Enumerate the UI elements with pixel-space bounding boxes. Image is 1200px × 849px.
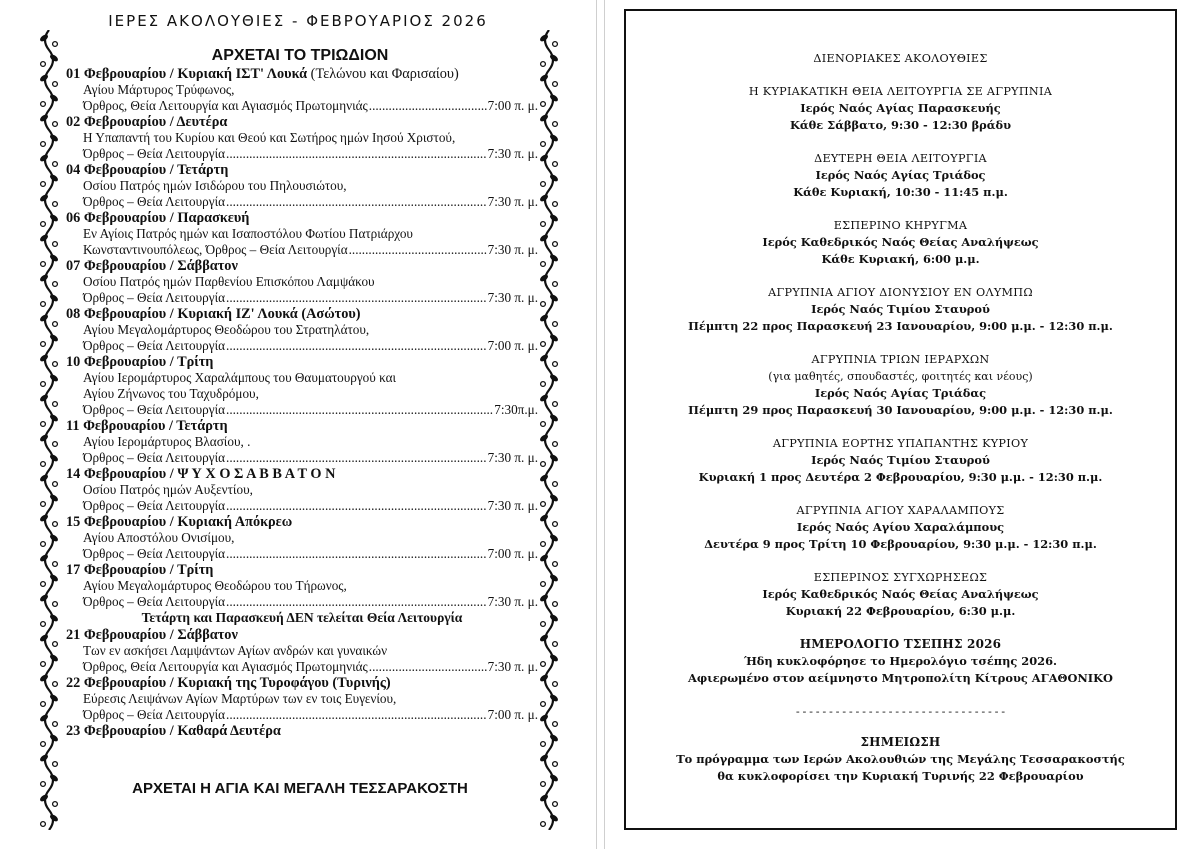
section-line: Ιερός Ναός Τιμίου Σταυρού: [811, 302, 990, 316]
section-line: Κάθε Σάββατο, 9:30 - 12:30 βράδυ: [790, 118, 1011, 132]
entry-feast-note: (Τελώνου και Φαρισαίου): [307, 66, 459, 82]
section-line: Δευτέρα 9 προς Τρίτη 10 Φεβρουαρίου, 9:30 μ.μ. - 12:30 π.μ.: [704, 537, 1097, 551]
service-line: [66, 659, 538, 675]
page-header: ΙΕΡΕΣ ΑΚΟΛΟΥΘΙΕΣ - ΦΕΒΡΟΥΑΡΙΟΣ 2026: [108, 12, 488, 30]
entry-date-day: 04 Φεβρουαρίου / Τετάρτη: [66, 162, 229, 178]
entry-date-day: 21 Φεβρουαρίου / Σάββατον: [66, 627, 238, 643]
lent-title: ΑΡΧΕΤΑΙ Η ΑΓΙΑ ΚΑΙ ΜΕΓΑΛΗ ΤΕΣΣΑΡΑΚΟΣΤΗ: [132, 780, 468, 797]
service-line: [66, 450, 538, 466]
section-heading: ΑΓΡΥΠΝΙΑ ΑΓΙΟΥ ΔΙΟΝΥΣΙΟΥ ΕΝ ΟΛΥΜΠΩ: [768, 286, 1033, 299]
section-line: Ιερός Καθεδρικός Ναός Θείας Αναλήψεως: [762, 235, 1039, 249]
entry-heading: [66, 114, 538, 130]
no-liturgy-note: Τετάρτη και Παρασκευή ΔΕΝ τελείται Θεία Λειτουργία: [141, 610, 463, 625]
calendar-line: Αφιερωμένο στον αείμνηστο Μητροπολίτη Κίτρους ΑΓΑΘΟΝΙΚΟ: [688, 671, 1113, 685]
service-time: 7:30 π. μ.: [487, 242, 538, 257]
dot-leader: [226, 338, 487, 354]
entry-date-day: 02 Φεβρουαρίου / Δευτέρα: [66, 114, 228, 130]
left-vine-ornament: [38, 30, 60, 830]
dot-leader: [369, 659, 487, 675]
service-line: [66, 707, 538, 723]
service-time: 7:00 π. μ.: [487, 707, 538, 722]
service-line: [66, 546, 538, 562]
entry-date-day: 14 Φεβρουαρίου / Ψ Υ Χ Ο Σ Α Β Β Α Τ Ο Ν: [66, 466, 336, 482]
entry-heading: [66, 418, 538, 434]
service-section: [626, 150, 1175, 201]
service-line: [66, 290, 538, 306]
entry-heading: [66, 306, 538, 322]
schedule-entry: [66, 562, 538, 610]
service-line: [66, 498, 538, 514]
section-line: Πέμπτη 29 προς Παρασκευή 30 Ιανουαρίου, 9:00 μ.μ. - 12:30 π.μ.: [688, 403, 1113, 417]
entry-heading: [66, 627, 538, 643]
service-time: 7:30 π. μ.: [487, 194, 538, 209]
saint-line: Οσίου Πατρός ημών Αυξεντίου,: [83, 482, 253, 497]
entry-date-day: 15 Φεβρουαρίου / Κυριακή Απόκρεω: [66, 514, 293, 530]
dot-leader: [226, 146, 487, 162]
entry-heading: [66, 162, 538, 178]
service-line: [66, 242, 538, 258]
service-section: [626, 351, 1175, 419]
section-heading: Η ΚΥΡΙΑΚΑΤΙΚΗ ΘΕΙΑ ΛΕΙΤΟΥΡΓΙΑ ΣΕ ΑΓΡΥΠΝΙΑ: [748, 85, 1053, 98]
section-heading: ΕΣΠΕΡΙΝΟ ΚΗΡΥΓΜΑ: [833, 219, 968, 232]
saint-line: Οσίου Πατρός ημών Παρθενίου Επισκόπου Λαμψάκου: [83, 274, 375, 289]
section-line: Ιερός Ναός Αγίας Τριάδος: [815, 168, 986, 182]
saint-line: Αγίου Μεγαλομάρτυρος Θεοδώρου του Τήρωνος,: [83, 578, 347, 593]
section-line: Ιερός Καθεδρικός Ναός Θείας Αναλήψεως: [762, 587, 1039, 601]
service-time: 7:00 π. μ.: [487, 338, 538, 353]
triodion-title: ΑΡΧΕΤΑΙ ΤΟ ΤΡΙΩΔΙΟΝ: [211, 47, 389, 64]
dot-leader: [226, 498, 487, 514]
entry-date-day: 10 Φεβρουαρίου / Τρίτη: [66, 354, 214, 370]
dot-leader: [226, 546, 487, 562]
service-name: Όρθρος – Θεία Λειτουργία: [83, 290, 226, 305]
note-line: θα κυκλοφορίσει την Κυριακή Τυρινής 22 Φεβρουαρίου: [717, 769, 1084, 783]
section-line: Κυριακή 1 προς Δευτέρα 2 Φεβρουαρίου, 9:30 μ.μ. - 12:30 π.μ.: [698, 470, 1103, 484]
interparish-services: [626, 50, 1175, 801]
schedule-entry: [66, 258, 538, 306]
section-line: Ιερός Ναός Αγίας Παρασκευής: [800, 101, 1001, 115]
service-name: Όρθρος – Θεία Λειτουργία: [83, 338, 226, 353]
dot-leader: [226, 450, 487, 466]
saint-line: Η Υπαπαντή του Κυρίου και Θεού και Σωτήρος ημών Ιησού Χριστού,: [83, 130, 456, 145]
entry-date-day: 22 Φεβρουαρίου / Κυριακή της Τυροφάγου (Τυρινής): [66, 675, 391, 691]
service-line: [66, 594, 538, 610]
schedule-entry: [66, 66, 538, 114]
section-line: (για μαθητές, σπουδαστές, φοιτητές και νέους): [768, 370, 1033, 383]
schedule-list: [66, 66, 538, 739]
entry-date-day: 11 Φεβρουαρίου / Τετάρτη: [66, 418, 228, 434]
service-section: [626, 502, 1175, 553]
schedule-entry: [66, 627, 538, 675]
service-section: [626, 435, 1175, 486]
entry-heading: [66, 354, 538, 370]
service-time: 7:30 π. μ.: [487, 594, 538, 609]
service-time: 7:30 π. μ.: [487, 290, 538, 305]
saint-line: Εύρεσις Λειψάνων Αγίων Μαρτύρων των εν τοις Ευγενίου,: [83, 691, 397, 706]
service-name: Όρθρος – Θεία Λειτουργία: [83, 402, 226, 417]
entry-heading: [66, 258, 538, 274]
saint-line: Αγίου Αποστόλου Ονισίμου,: [83, 530, 235, 545]
dot-leader: [226, 194, 487, 210]
service-section: [626, 284, 1175, 335]
service-section: [626, 217, 1175, 268]
entry-date-day: 08 Φεβρουαρίου / Κυριακή ΙΖ' Λουκά (Ασώτου): [66, 306, 361, 322]
calendar-title: ΗΜΕΡΟΛΟΓΙΟ ΤΣΕΠΗΣ 2026: [799, 637, 1002, 651]
entry-heading: [66, 675, 538, 691]
service-name: Όρθρος – Θεία Λειτουργία: [83, 594, 226, 609]
saint-line: Αγίου Ζήνωνος του Ταχυδρόμου,: [83, 386, 259, 401]
divider: --------------------------------: [794, 705, 1007, 718]
left-page: [0, 0, 597, 849]
service-line: [66, 146, 538, 162]
right-page: [604, 0, 1200, 849]
section-line: Ιερός Ναός Αγίας Τριάδας: [814, 386, 987, 400]
service-line: [66, 194, 538, 210]
entry-heading: [66, 66, 538, 82]
service-name: Όρθρος, Θεία Λειτουργία και Αγιασμός Πρωτομηνιάς: [83, 98, 368, 113]
schedule-entry: [66, 210, 538, 258]
schedule-entry: [66, 466, 538, 514]
schedule-entry: [66, 114, 538, 162]
dot-leader: [226, 402, 493, 418]
note-title: ΣΗΜΕΙΩΣΗ: [860, 735, 941, 749]
saint-line: Οσίου Πατρός ημών Ισιδώρου του Πηλουσιώτου,: [83, 178, 347, 193]
section-heading: ΔΕΥΤΕΡΗ ΘΕΙΑ ΛΕΙΤΟΥΡΓΙΑ: [814, 152, 987, 165]
saint-line: Αγίου Μεγαλομάρτυρος Θεοδώρου του Στρατηλάτου,: [83, 322, 370, 337]
service-line: [66, 402, 538, 418]
dot-leader: [349, 242, 487, 258]
service-name: Όρθρος – Θεία Λειτουργία: [83, 546, 226, 561]
section-line: Κάθε Κυριακή, 6:00 μ.μ.: [821, 252, 980, 266]
entry-date-day: 06 Φεβρουαρίου / Παρασκευή: [66, 210, 250, 226]
schedule-entry: [66, 418, 538, 466]
service-time: 7:00 π. μ.: [487, 546, 538, 561]
entry-heading: [66, 514, 538, 530]
section-line: Ιερός Ναός Αγίου Χαραλάμπους: [796, 520, 1005, 534]
service-name: Κωνσταντινουπόλεως, Όρθρος – Θεία Λειτουργία: [83, 242, 348, 257]
schedule-entry: [66, 162, 538, 210]
service-time: 7:30π.μ.: [494, 402, 538, 417]
service-name: Όρθρος – Θεία Λειτουργία: [83, 194, 226, 209]
service-time: 7:30 π. μ.: [487, 450, 538, 465]
service-time: 7:30 π. μ.: [487, 498, 538, 513]
interparish-title: ΔΙΕΝΟΡΙΑΚΕΣ ΑΚΟΛΟΥΘΙΕΣ: [813, 52, 988, 65]
section-line: Κυριακή 22 Φεβρουαρίου, 6:30 μ.μ.: [785, 604, 1016, 618]
service-name: Όρθρος, Θεία Λειτουργία και Αγιασμός Πρωτομηνιάς: [83, 659, 368, 674]
last-entry: 23 Φεβρουαρίου / Καθαρά Δευτέρα: [66, 723, 281, 739]
section-heading: ΑΓΡΥΠΝΙΑ ΤΡΙΩΝ ΙΕΡΑΡΧΩΝ: [811, 353, 990, 366]
schedule-entry: [66, 675, 538, 723]
saint-line: Των εν ασκήσει Λαμψάντων Αγίων ανδρών και γυναικών: [83, 643, 388, 658]
service-name: Όρθρος – Θεία Λειτουργία: [83, 498, 226, 513]
entry-date-day: 17 Φεβρουαρίου / Τρίτη: [66, 562, 214, 578]
saint-line: Εν Αγίοις Πατρός ημών και Ισαποστόλου Φωτίου Πατριάρχου: [83, 226, 413, 241]
service-line: [66, 338, 538, 354]
service-time: 7:30 π. μ.: [487, 146, 538, 161]
service-section: [626, 569, 1175, 620]
saint-line: Αγίου Ιερομάρτυρος Χαραλάμπους του Θαυματουργού και: [83, 370, 397, 385]
dot-leader: [369, 98, 487, 114]
schedule-entry: [66, 514, 538, 562]
section-line: Πέμπτη 22 προς Παρασκευή 23 Ιανουαρίου, 9:00 μ.μ. - 12:30 π.μ.: [688, 319, 1113, 333]
section-heading: ΑΓΡΥΠΝΙΑ ΑΓΙΟΥ ΧΑΡΑΛΑΜΠΟΥΣ: [796, 504, 1005, 517]
schedule-entry: [66, 306, 538, 354]
service-name: Όρθρος – Θεία Λειτουργία: [83, 146, 226, 161]
dot-leader: [226, 594, 487, 610]
note-line: Το πρόγραμμα των Ιερών Ακολουθιών της Μεγάλης Τεσσαρακοστής: [676, 752, 1125, 766]
right-vine-ornament: [538, 30, 560, 830]
service-name: Όρθρος – Θεία Λειτουργία: [83, 707, 226, 722]
entry-date-day: 01 Φεβρουαρίου / Κυριακή ΙΣΤ' Λουκά: [66, 66, 308, 82]
dot-leader: [226, 707, 487, 723]
entry-heading: [66, 562, 538, 578]
service-section: [626, 83, 1175, 134]
entry-date-day: 07 Φεβρουαρίου / Σάββατον: [66, 258, 238, 274]
section-line: Κάθε Κυριακή, 10:30 - 11:45 π.μ.: [793, 185, 1008, 199]
service-time: 7:30 π. μ.: [487, 659, 538, 674]
entry-heading: [66, 466, 538, 482]
calendar-line: Ήδη κυκλοφόρησε το Ημερολόγιο τσέπης 2026.: [744, 654, 1057, 668]
saint-line: Αγίου Ιερομάρτυρος Βλασίου, .: [83, 434, 251, 449]
schedule-entry: [66, 354, 538, 418]
section-heading: ΑΓΡΥΠΝΙΑ ΕΟΡΤΗΣ ΥΠΑΠΑΝΤΗΣ ΚΥΡΙΟΥ: [772, 437, 1029, 450]
entry-heading: [66, 210, 538, 226]
service-time: 7:00 π. μ.: [487, 98, 538, 113]
service-name: Όρθρος – Θεία Λειτουργία: [83, 450, 226, 465]
dot-leader: [226, 290, 487, 306]
service-line: [66, 98, 538, 114]
section-heading: ΕΣΠΕΡΙΝΟΣ ΣΥΓΧΩΡΗΣΕΩΣ: [813, 571, 988, 584]
saint-line: Αγίου Μάρτυρος Τρύφωνος,: [83, 82, 235, 97]
section-line: Ιερός Ναός Τιμίου Σταυρού: [811, 453, 990, 467]
